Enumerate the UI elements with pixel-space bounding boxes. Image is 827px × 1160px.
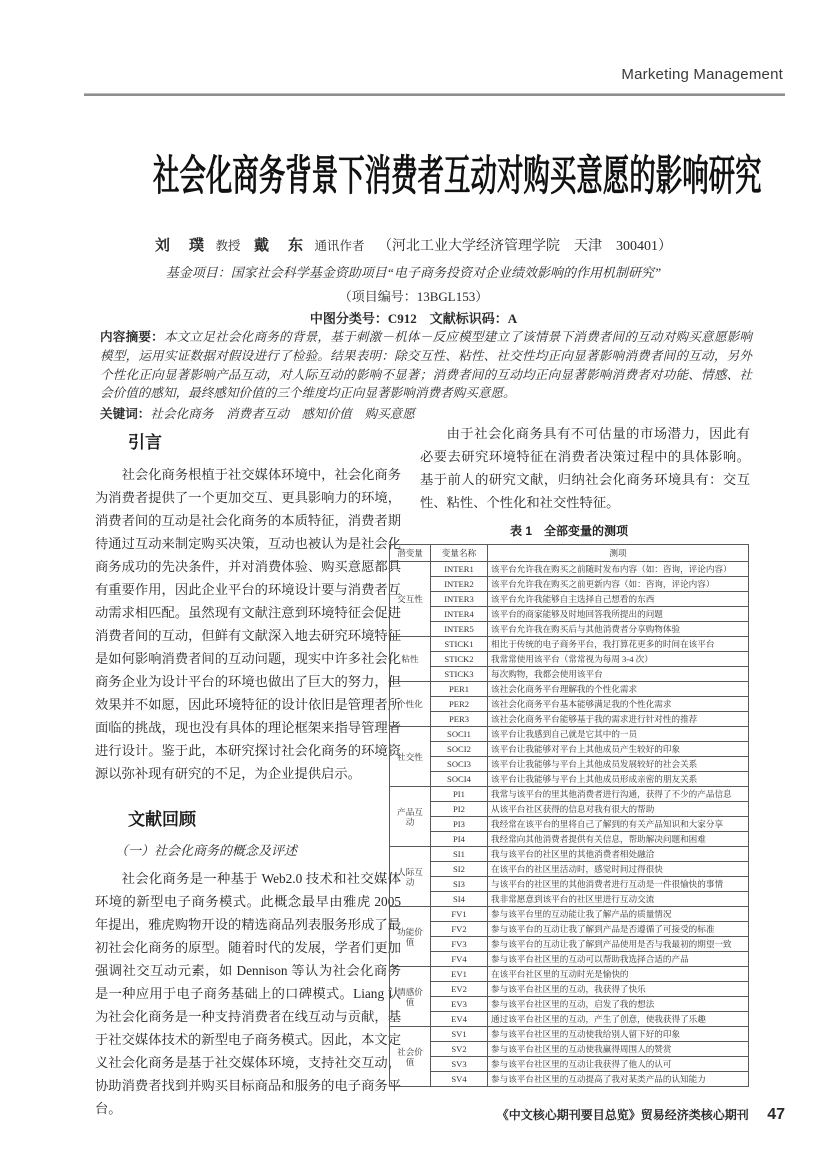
variable-code-cell: PER1 xyxy=(431,682,488,697)
latent-variable-cell: 人际互动 xyxy=(390,847,431,907)
measurement-item-cell: 该平台的商家能够及时地回答我所提出的问题 xyxy=(488,607,749,622)
table-row xyxy=(390,952,749,967)
table-header-row xyxy=(390,545,749,562)
page-footer xyxy=(497,1106,785,1124)
variable-code-cell: STICK3 xyxy=(431,667,488,682)
table-row xyxy=(390,922,749,937)
measurement-item-cell: 该平台让我能够对平台上其他成员产生较好的印象 xyxy=(488,742,749,757)
measurement-item-cell: 参与该平台社区里的互动使我赢得周围人的赞赏 xyxy=(488,1042,749,1057)
measurement-table-body xyxy=(390,562,749,1087)
variable-code-cell: EV2 xyxy=(431,982,488,997)
variable-code-cell: EV3 xyxy=(431,997,488,1012)
col-header-latent-variable: 潜变量 xyxy=(390,545,431,562)
table-row xyxy=(390,772,749,787)
left-column xyxy=(95,426,401,1120)
measurement-item-cell: 该平台让我能够与平台上其他成员形成亲密的朋友关系 xyxy=(488,772,749,787)
table-row xyxy=(390,1042,749,1057)
table-caption: 表 1 全部变量的测项 xyxy=(509,524,628,538)
table-row xyxy=(390,652,749,667)
measurement-item-cell: 参与该平台里的互动能让我了解产品的质量情况 xyxy=(488,907,749,922)
measurement-item-cell: 与该平台的社区里的其他消费者进行互动是一件很愉快的事情 xyxy=(488,877,749,892)
variable-code-cell: SOCI4 xyxy=(431,772,488,787)
variable-code-cell: STICK1 xyxy=(431,637,488,652)
table-row xyxy=(390,937,749,952)
table-row xyxy=(390,1012,749,1027)
measurement-items-table xyxy=(389,544,749,1087)
measurement-item-cell: 该平台允许我在购买之前随时发布内容（如：咨询，评论内容） xyxy=(488,562,749,577)
variable-code-cell: INTER1 xyxy=(431,562,488,577)
variable-code-cell: FV4 xyxy=(431,952,488,967)
variable-code-cell: SOCI3 xyxy=(431,757,488,772)
measurement-item-cell: 该社会化商务平台能够基于我的需求进行针对性的推荐 xyxy=(488,712,749,727)
keywords-text: 社会化商务 消费者互动 感知价值 购买意愿 xyxy=(150,407,415,422)
variable-code-cell: PI1 xyxy=(431,787,488,802)
abstract-text: 本文立足社会化商务的背景，基于刺激－机体－反应模型建立了该情景下消费者间的互动对购买意愿影响模型，运用实证数据对假设进行了检验。结果表明：除交互性、粘性、社交性均正向显著影响消费者间的互动，另外个性化正向显著影响产品互动，对人际互动的影响不显著；消费者间的互动均正向显著影响消费者对功能、情感、社会价值的感知，最终感知价值的三个维度均正向显著影响消费者购买意愿。 xyxy=(100,330,753,401)
table-row xyxy=(390,847,749,862)
measurement-item-cell: 每次购物，我都会使用该平台 xyxy=(488,667,749,682)
measurement-item-cell: 该平台让我能够与平台上其他成员发展较好的社会关系 xyxy=(488,757,749,772)
author-name-2: 戴 东 xyxy=(254,238,306,254)
latent-variable-cell: 个性化 xyxy=(390,682,431,727)
table-wrapper xyxy=(389,522,749,1087)
table-row xyxy=(390,892,749,907)
measurement-item-cell: 参与该平台的互动让我了解到产品使用是否与我最初的期望一致 xyxy=(488,937,749,952)
article-title: 社会化商务背景下消费者互动对购买意愿的影响研究 xyxy=(152,152,762,199)
section-heading-literature-review: 文献回顾 xyxy=(128,810,196,829)
variable-code-cell: FV2 xyxy=(431,922,488,937)
running-header: Marketing Management xyxy=(621,66,783,83)
measurement-item-cell: 在该平台社区里的互动时光是愉快的 xyxy=(488,967,749,982)
author-role-2: 通讯作者 xyxy=(314,239,365,253)
abstract-label: 内容摘要： xyxy=(100,330,164,344)
table-row xyxy=(390,817,749,832)
table-row xyxy=(390,712,749,727)
author-affiliation: （河北工业大学经济管理学院 天津 300401） xyxy=(378,239,673,254)
latent-variable-cell: 功能价值 xyxy=(390,907,431,967)
table-row xyxy=(390,757,749,772)
journal-note: 《中文核心期刊要目总览》贸易经济类核心期刊 xyxy=(496,1108,749,1122)
table-row xyxy=(390,877,749,892)
variable-code-cell: INTER4 xyxy=(431,607,488,622)
measurement-item-cell: 相比于传统的电子商务平台，我打算花更多的时间在该平台 xyxy=(488,637,749,652)
measurement-item-cell: 参与该平台的互动让我了解到产品是否遵循了可接受的标准 xyxy=(488,922,749,937)
table-row xyxy=(390,742,749,757)
variable-code-cell: SV4 xyxy=(431,1072,488,1087)
measurement-item-cell: 参与该平台社区里的互动让我获得了他人的认可 xyxy=(488,1057,749,1072)
measurement-item-cell: 参与该平台社区里的互动可以帮助我选择合适的产品 xyxy=(488,952,749,967)
variable-code-cell: SI1 xyxy=(431,847,488,862)
measurement-item-cell: 该平台允许我在购买之前更新内容（如：咨询，评论内容） xyxy=(488,577,749,592)
page-number: 47 xyxy=(767,1106,785,1123)
variable-code-cell: FV1 xyxy=(431,907,488,922)
table-row xyxy=(390,832,749,847)
measurement-item-cell: 参与该平台社区里的互动提高了我对某类产品的认知能力 xyxy=(488,1072,749,1087)
author-line xyxy=(0,234,827,255)
variable-code-cell: INTER2 xyxy=(431,577,488,592)
variable-code-cell: SI4 xyxy=(431,892,488,907)
project-number: （项目编号：13BGL153） xyxy=(338,289,489,304)
subsection-heading: （一）社会化商务的概念及评述 xyxy=(115,843,298,858)
variable-code-cell: PER3 xyxy=(431,712,488,727)
table-row xyxy=(390,787,749,802)
section-heading-introduction: 引言 xyxy=(128,433,162,452)
measurement-item-cell: 我常常使用该平台（常常视为每周 3-4 次） xyxy=(488,652,749,667)
right-column-paragraph: 由于社会化商务具有不可估量的市场潜力，因此有必要去研究环境特征在消费者决策过程中的具体影响。基于前人的研究文献，归纳社会化商务环境具有：交互性、粘性、个性化和社交性特征。 xyxy=(420,426,750,510)
variable-code-cell: FV3 xyxy=(431,937,488,952)
table-row xyxy=(390,637,749,652)
variable-code-cell: EV4 xyxy=(431,1012,488,1027)
measurement-item-cell: 我与该平台的社区里的其他消费者相处融洽 xyxy=(488,847,749,862)
table-row xyxy=(390,1072,749,1087)
literature-review-paragraph: 社会化商务是一种基于 Web2.0 技术和社交媒体环境的新型电子商务模式。此概念最早由雅虎 2005 年提出，雅虎购物开设的精选商品列表服务形成了最初社会化商务的原型。随着时代的发展，学者们更加强调社交互动元素，如 Dennison 等认为社会化商务是一种应用于电子商务基础上的口碑模式。Liang 认为社会化商务是一种支持消费者在线互动与贡献，基于社交媒体技术的新型电子商务模式。因此，本文定义社会化商务是基于社交媒体环境，支持社交互动，协助消费者找到并购买目标商品和服务的电子商务平台。 xyxy=(95,871,401,1116)
variable-code-cell: SV2 xyxy=(431,1042,488,1057)
introduction-paragraph: 社会化商务根植于社交媒体环境中，社会化商务为消费者提供了一个更加交互、更具影响力的环境，消费者间的互动是社会化商务的本质特征，消费者期待通过互动来制定购买决策，互动也被认为是社会化商务成功的先决条件，并对消费体验、购买意愿都具有重要作用，因此企业平台的环境设计要与消费者互动需求相匹配。虽然现有文献注意到环境特征会促进消费者间的互动，但鲜有文献深入地去研究环境特征是如何影响消费者间的互动问题，现实中许多社会化商务企业为设计平台的环境也做出了巨大的努力，但效果并不如愿，因此环境特征的设计依旧是管理者所面临的挑战，现也没有具体的理论框架来指导管理者进行设计。鉴于此，本研究探讨社会化商务的环境资源以弥补现有研究的不足，为企业提供启示。 xyxy=(95,467,401,781)
variable-code-cell: SOCI2 xyxy=(431,742,488,757)
table-row xyxy=(390,982,749,997)
variable-code-cell: SV1 xyxy=(431,1027,488,1042)
table-row xyxy=(390,727,749,742)
table-row xyxy=(390,997,749,1012)
measurement-item-cell: 参与该平台社区里的互动使我给别人留下好的印象 xyxy=(488,1027,749,1042)
measurement-item-cell: 从该平台社区获得的信息对我有很大的帮助 xyxy=(488,802,749,817)
table-row xyxy=(390,667,749,682)
measurement-item-cell: 该平台允许我在购买后与其他消费者分享购物体验 xyxy=(488,622,749,637)
variable-code-cell: PI2 xyxy=(431,802,488,817)
table-row xyxy=(390,577,749,592)
right-column xyxy=(397,422,750,1087)
latent-variable-cell: 交互性 xyxy=(390,562,431,637)
variable-code-cell: PER2 xyxy=(431,697,488,712)
latent-variable-cell: 情感价值 xyxy=(390,967,431,1027)
measurement-item-cell: 在该平台的社区里活动时，感觉时间过得很快 xyxy=(488,862,749,877)
measurement-item-cell: 通过该平台社区里的互动，产生了创意，使我获得了乐趣 xyxy=(488,1012,749,1027)
measurement-item-cell: 我常与该平台的里其他消费者进行沟通，获得了不少的产品信息 xyxy=(488,787,749,802)
keywords-label: 关键词： xyxy=(100,407,151,422)
measurement-item-cell: 我非常愿意到该平台的社区里进行互动交流 xyxy=(488,892,749,907)
variable-code-cell: EV1 xyxy=(431,967,488,982)
table-row xyxy=(390,592,749,607)
measurement-item-cell: 该平台允许我能够自主选择自己想看的东西 xyxy=(488,592,749,607)
latent-variable-cell: 粘性 xyxy=(390,637,431,682)
table-row xyxy=(390,967,749,982)
table-row xyxy=(390,697,749,712)
table-row xyxy=(390,1027,749,1042)
measurement-item-cell: 该平台让我感到自己就是它其中的一员 xyxy=(488,727,749,742)
variable-code-cell: SI3 xyxy=(431,877,488,892)
table-row xyxy=(390,607,749,622)
table-row xyxy=(390,802,749,817)
author-role-1: 教授 xyxy=(215,239,241,253)
variable-code-cell: STICK2 xyxy=(431,652,488,667)
variable-code-cell: PI4 xyxy=(431,832,488,847)
abstract-block xyxy=(100,328,752,424)
latent-variable-cell: 产品互动 xyxy=(390,787,431,847)
variable-code-cell: INTER3 xyxy=(431,592,488,607)
table-row xyxy=(390,622,749,637)
latent-variable-cell: 社交性 xyxy=(390,727,431,787)
table-row xyxy=(390,907,749,922)
measurement-item-cell: 参与该平台社区里的互动，我获得了快乐 xyxy=(488,982,749,997)
latent-variable-cell: 社会价值 xyxy=(390,1027,431,1087)
col-header-variable-name: 变量名称 xyxy=(431,545,488,562)
measurement-item-cell: 参与该平台社区里的互动，启发了我的想法 xyxy=(488,997,749,1012)
table-row xyxy=(390,1057,749,1072)
variable-code-cell: SOCI1 xyxy=(431,727,488,742)
table-row xyxy=(390,682,749,697)
funding-line: 基金项目：国家社会科学基金资助项目“电子商务投资对企业绩效影响的作用机制研究” xyxy=(165,265,662,280)
header-divider xyxy=(84,93,785,96)
variable-code-cell: PI3 xyxy=(431,817,488,832)
measurement-item-cell: 我经常在该平台的里将自己了解到的有关产品知识和大家分享 xyxy=(488,817,749,832)
author-name-1: 刘 璞 xyxy=(154,238,206,254)
measurement-item-cell: 该社会化商务平台基本能够满足我的个性化需求 xyxy=(488,697,749,712)
table-row xyxy=(390,562,749,577)
col-header-measurement-item: 测项 xyxy=(488,545,749,562)
measurement-item-cell: 我经常向其他消费者提供有关信息，帮助解决问题和困难 xyxy=(488,832,749,847)
clc-line: 中图分类号：C912 文献标识码：A xyxy=(309,311,518,326)
variable-code-cell: SV3 xyxy=(431,1057,488,1072)
variable-code-cell: SI2 xyxy=(431,862,488,877)
table-row xyxy=(390,862,749,877)
variable-code-cell: INTER5 xyxy=(431,622,488,637)
measurement-item-cell: 该社会化商务平台理解我的个性化需求 xyxy=(488,682,749,697)
